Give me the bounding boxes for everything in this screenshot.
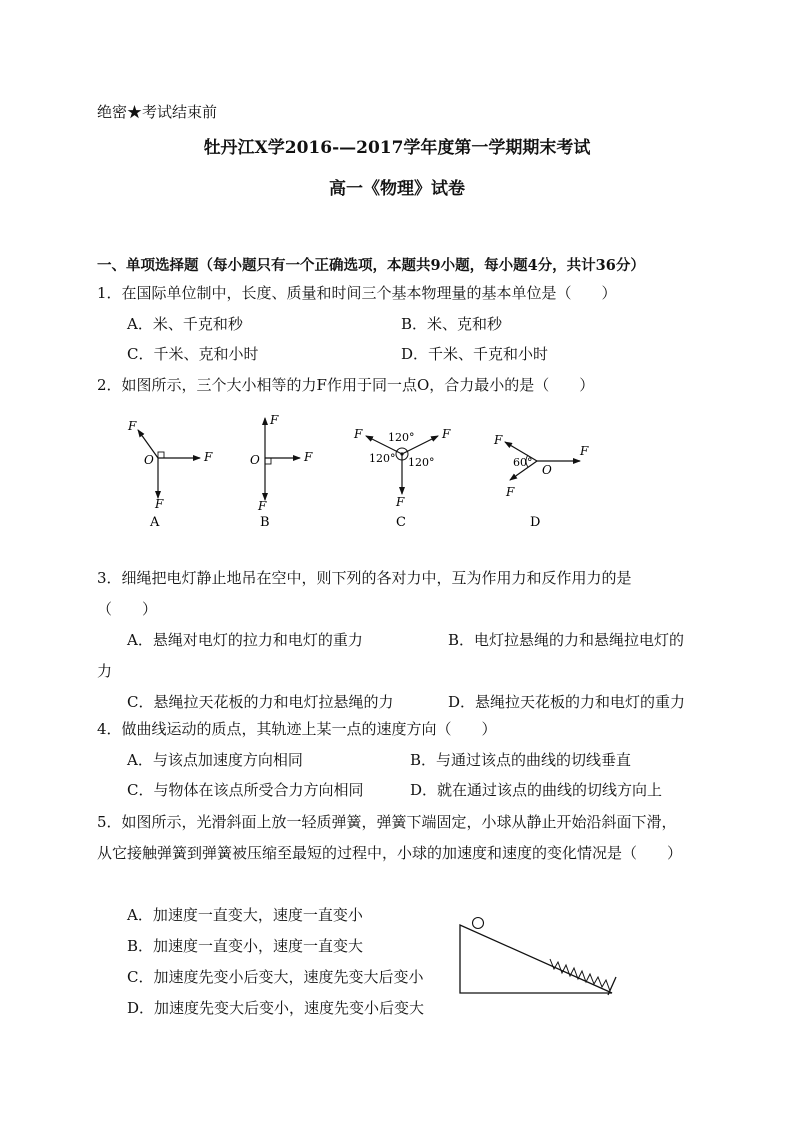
figure-d-force-label-3: F xyxy=(506,485,515,499)
q4-option-a: A．与该点加速度方向相同 xyxy=(127,751,303,769)
ball xyxy=(473,918,484,929)
figure-a-origin-label: O xyxy=(144,453,154,467)
q5-option-d: D．加速度先变大后变小，速度先变小后变大 xyxy=(127,999,425,1017)
q3-option-b-wrap: 力 xyxy=(97,662,113,680)
q3-option-b: B．电灯拉悬绳的力和悬绳拉电灯的 xyxy=(448,631,685,649)
figure-c-force-label-2: F xyxy=(442,427,451,441)
figure-d-caption: D xyxy=(530,515,541,530)
figure-a xyxy=(127,419,213,530)
q1-option-a: A．米、千克和秒 xyxy=(127,315,243,333)
figure-b-force-label-2: F xyxy=(304,450,313,464)
figure-a-force-label-2: F xyxy=(204,450,213,464)
q5-stem: 5．如图所示，光滑斜面上放一轻质弹簧，弹簧下端固定，小球从静止开始沿斜面下滑， xyxy=(97,813,677,831)
q1-stem: 1．在国际单位制中，长度、质量和时间三个基本物理量的基本单位是（ ） xyxy=(97,284,617,302)
figure-c-angle-top: 120° xyxy=(388,431,415,444)
figure-d-force-label-1: F xyxy=(494,433,503,447)
figure-a-force-label-3: F xyxy=(155,497,164,511)
figure-b-caption: B xyxy=(260,515,270,530)
q4-option-c: C．与物体在该点所受合力方向相同 xyxy=(127,781,364,799)
figure-b xyxy=(250,413,313,530)
q3-stem: 3．细绳把电灯静止地吊在空中，则下列的各对力中，互为作用力和反作用力的是 xyxy=(97,569,632,587)
figure-b-force-label-1: F xyxy=(270,413,279,427)
q4-option-b: B．与通过该点的曲线的切线垂直 xyxy=(410,751,632,769)
q5-option-b: B．加速度一直变小，速度一直变大 xyxy=(127,937,364,955)
q4-stem: 4．做曲线运动的质点，其轨迹上某一点的速度方向（ ） xyxy=(97,720,497,738)
spring xyxy=(550,959,610,991)
figure-c-force-label-1: F xyxy=(354,427,363,441)
q1-option-b: B．米、克和秒 xyxy=(401,315,503,333)
figure-a-force-label-1: F xyxy=(128,419,137,433)
figure-c-angle-left: 120° xyxy=(369,452,396,465)
section-heading: 一、单项选择题（每小题只有一个正确选项，本题共9小题，每小题4分，共计36分） xyxy=(97,257,645,274)
q5-option-a: A．加速度一直变大，速度一直变小 xyxy=(127,906,363,924)
figure-b-origin-label: O xyxy=(250,453,260,467)
confidential-mark: 绝密★考试结束前 xyxy=(97,103,218,121)
q3-option-a: A．悬绳对电灯的拉力和电灯的重力 xyxy=(127,631,363,649)
q5-stem-cont: 从它接触弹簧到弹簧被压缩至最短的过程中，小球的加速度和速度的变化情况是（ ） xyxy=(97,844,683,862)
incline-plane xyxy=(460,925,612,993)
figure-a-caption: A xyxy=(150,515,160,530)
figure-c-angle-right: 120° xyxy=(408,456,435,469)
q3-option-c: C．悬绳拉天花板的力和电灯拉悬绳的力 xyxy=(127,693,394,711)
q2-stem: 2．如图所示，三个大小相等的力F作用于同一点O，合力最小的是（ ） xyxy=(97,376,595,394)
figure-c xyxy=(353,427,451,530)
figure-d-force-label-2: F xyxy=(580,444,589,458)
q5-option-c: C．加速度先变小后变大，速度先变大后变小 xyxy=(127,968,424,986)
q3-option-d: D．悬绳拉天花板的力和电灯的重力 xyxy=(448,693,686,711)
figure-d-angle: 60° xyxy=(513,456,533,469)
figure-b-force-label-3: F xyxy=(258,499,267,513)
q2-force-figure xyxy=(110,412,630,537)
figure-c-caption: C xyxy=(396,515,406,530)
q5-incline-figure xyxy=(450,915,625,1000)
q4-option-d: D．就在通过该点的曲线的切线方向上 xyxy=(410,781,663,799)
q3-stem-cont: （ ） xyxy=(97,600,158,618)
figure-d xyxy=(493,433,589,530)
q1-option-c: C．千米、克和小时 xyxy=(127,345,259,363)
q1-option-d: D．千米、千克和小时 xyxy=(401,345,549,363)
figure-c-force-label-3: F xyxy=(396,495,405,509)
exam-subtitle: 高一《物理》试卷 xyxy=(329,179,465,199)
figure-d-origin-label: O xyxy=(542,463,552,477)
exam-title: 牡丹江X学2016-—2017学年度第一学期期末考试 xyxy=(203,138,591,158)
